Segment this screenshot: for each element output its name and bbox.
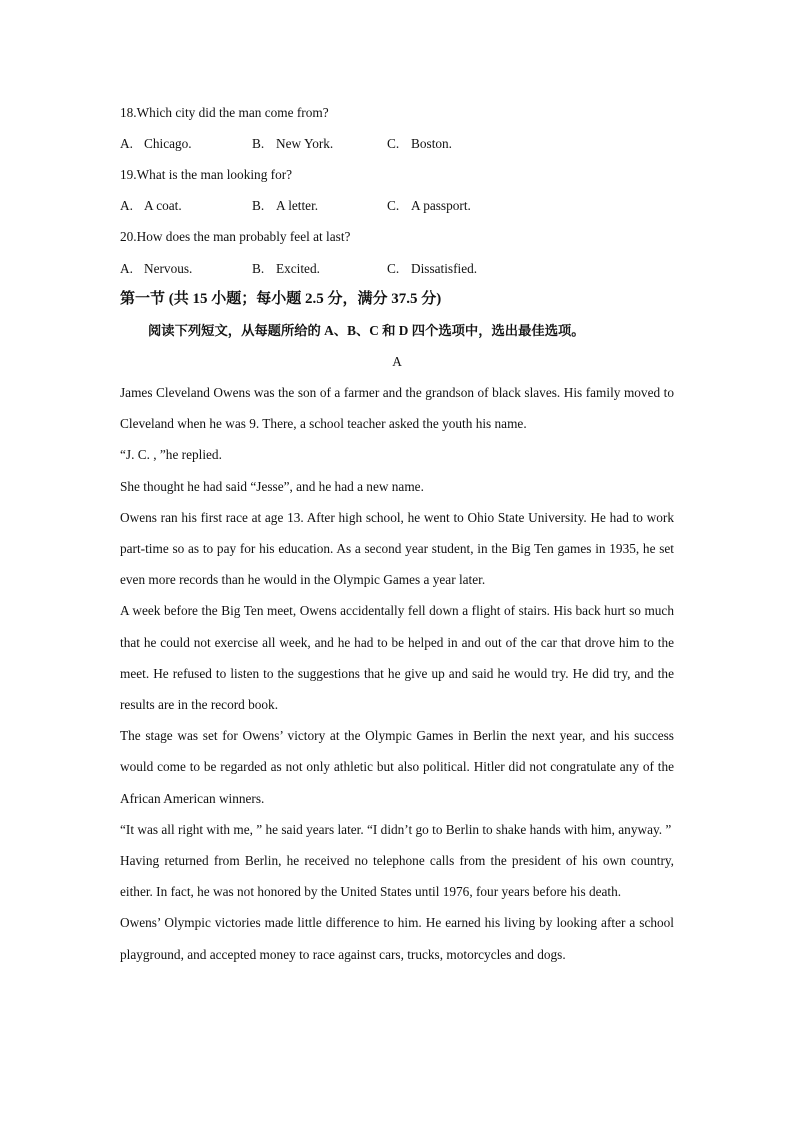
option-letter: B. (252, 261, 265, 276)
question-19-stem: 19.What is the man looking for? (120, 167, 293, 182)
section-title: 第一节 (共 15 小题；每小题 2.5 分，满分 37.5 分) (120, 291, 442, 307)
option-text: A coat. (144, 198, 182, 213)
option-letter: C. (387, 136, 400, 151)
option-text: Chicago. (144, 136, 192, 151)
passage-paragraph: “It was all right with me, ” he said years later. “I didn’t go to Berlin to shake hands with him, anyway. ” (120, 821, 672, 837)
option-text: Boston. (411, 136, 453, 151)
option-letter: C. (387, 198, 400, 213)
option-text: Nervous. (144, 261, 193, 276)
question-20-stem: 20.How does the man probably feel at last? (120, 229, 351, 244)
passage-paragraph: Owens ran his first race at age 13. After high school, he went to Ohio State University. He had to work part-time so as to pay for his education. As a second year student, in the Big Ten games in 1935, he set even more records than he would in the Olympic Games a year later. (120, 509, 674, 588)
question-18-option-b[interactable] (252, 136, 333, 152)
question-19-option-c[interactable] (387, 198, 471, 214)
passage-paragraph: She thought he had said “Jesse”, and he had a new name. (120, 478, 424, 494)
passage-body (120, 377, 674, 970)
question-20-option-c[interactable] (387, 261, 477, 277)
question-19-option-b[interactable] (252, 198, 318, 214)
option-letter: B. (252, 136, 265, 151)
question-18-option-a[interactable] (120, 136, 192, 152)
passage-paragraph: The stage was set for Owens’ victory at the Olympic Games in Berlin the next year, and his success would come to be regarded as not only athletic but also political. Hitler did not congratulate any of the African American winners. (120, 728, 674, 806)
passage-label: A (392, 354, 402, 369)
section-instruction: 阅读下列短文，从每题所给的 A、B、C 和 D 四个选项中，选出最佳选项。 (148, 323, 585, 338)
option-letter: B. (252, 198, 265, 213)
option-letter: A. (120, 198, 133, 213)
option-letter: A. (120, 136, 133, 151)
passage-paragraph: Owens’ Olympic victories made little difference to him. He earned his living by looking after a school playground, and accepted money to race against cars, trucks, motorcycles and dogs. (120, 915, 674, 962)
question-20-option-a[interactable] (120, 261, 192, 277)
option-text: A letter. (276, 198, 319, 213)
option-text: New York. (276, 136, 334, 151)
option-text: A passport. (411, 198, 471, 213)
passage-paragraph: Having returned from Berlin, he received no telephone calls from the president of his own country, either. In fact, he was not honored by the United States until 1976, four years before his death. (120, 853, 674, 900)
option-text: Excited. (276, 261, 320, 276)
question-18-option-c[interactable] (387, 136, 452, 152)
option-letter: C. (387, 261, 400, 276)
passage-paragraph: James Cleveland Owens was the son of a farmer and the grandson of black slaves. His family moved to Cleveland when he was 9. There, a school teacher asked the youth his name. (120, 385, 674, 432)
passage-paragraph: “J. C. , ”he replied. (120, 447, 222, 463)
option-text: Dissatisfied. (411, 261, 478, 276)
question-19-option-a[interactable] (120, 198, 182, 214)
option-letter: A. (120, 261, 133, 276)
question-18-stem: 18.Which city did the man come from? (120, 105, 329, 120)
passage-paragraph: A week before the Big Ten meet, Owens accidentally fell down a flight of stairs. His back hurt so much that he could not exercise all week, and he had to be helped in and out of the car that drove him to the meet. He refused to listen to the suggestions that he give up and said he would try. He did try, and the results are in the record book. (120, 603, 674, 713)
question-20-option-b[interactable] (252, 261, 320, 277)
